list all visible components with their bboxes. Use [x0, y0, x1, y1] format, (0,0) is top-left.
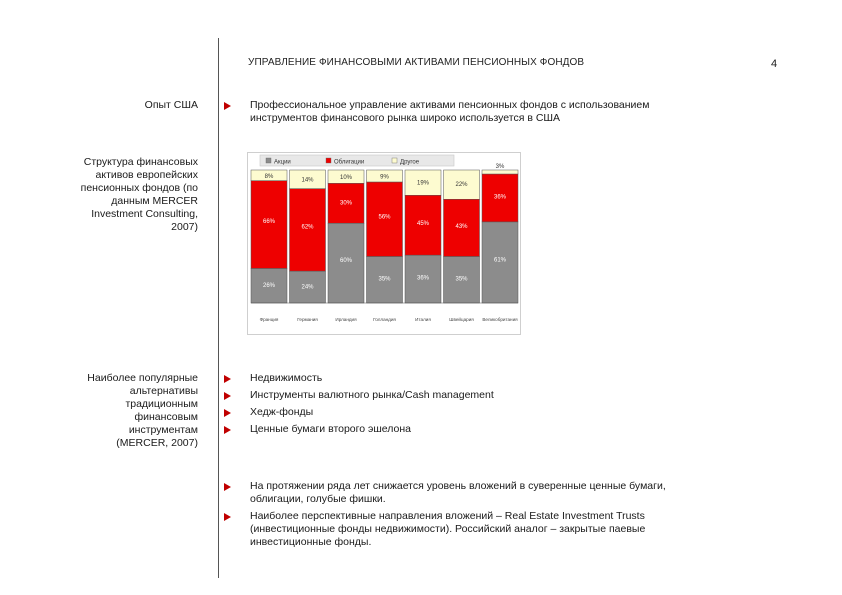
- category-label: Италия: [415, 317, 431, 322]
- usa-text: [250, 99, 649, 125]
- trend-line: инвестиционные фонды.: [250, 536, 372, 548]
- label-line: Наиболее популярные: [87, 372, 198, 384]
- category-label: Голландия: [373, 317, 396, 322]
- bullet-icon: [224, 375, 231, 383]
- data-label: 8%: [264, 173, 274, 180]
- data-label: 66%: [262, 219, 276, 226]
- category-label: Великобритания: [482, 317, 518, 322]
- alternative-item: Хедж-фонды: [250, 406, 314, 418]
- data-label: 14%: [301, 177, 314, 184]
- data-label: 36%: [416, 275, 430, 282]
- alternative-item: Недвижимость: [250, 372, 323, 384]
- vertical-divider: [218, 38, 219, 578]
- section-label-usa: Опыт США: [144, 99, 198, 111]
- bullet-icon: [224, 102, 231, 110]
- legend-swatch: [326, 158, 331, 163]
- bullet-icon: [224, 392, 231, 400]
- legend-label: Акции: [274, 159, 291, 166]
- label-line: традиционным: [125, 398, 198, 410]
- data-label: 9%: [380, 174, 389, 181]
- label-line: 2007): [171, 221, 198, 233]
- label-line: финансовым: [134, 411, 198, 423]
- data-label: 24%: [301, 284, 314, 291]
- trend-line: На протяжении ряда лет снижается уровень вложений в суверенные ценные бумаги,: [250, 480, 666, 492]
- page-number: 4: [771, 58, 778, 70]
- section-label-alternatives: [87, 372, 198, 450]
- data-label: 22%: [455, 182, 468, 189]
- label-line: инструментам: [128, 424, 198, 436]
- category-label: Швейцария: [449, 317, 474, 322]
- alternative-item: Инструменты валютного рынка/Cash management: [250, 389, 494, 401]
- bullet-icon: [224, 426, 231, 434]
- legend-swatch: [266, 158, 271, 163]
- bullet-icon: [224, 483, 231, 491]
- label-line: пенсионных фондов (по: [80, 182, 198, 194]
- trend-line: (инвестиционные фонды недвижимости). Российский аналог – закрытые паевые: [250, 523, 646, 535]
- label-line: Investment Consulting,: [91, 208, 198, 220]
- chart-svg: [248, 153, 520, 334]
- usa-text-line: инструментов финансового рынка широко используется в США: [250, 112, 561, 124]
- trend-line: облигации, голубые фишки.: [250, 493, 386, 505]
- data-label: 62%: [301, 224, 314, 231]
- asset-structure-chart: [247, 152, 521, 335]
- data-label: 45%: [416, 221, 430, 228]
- section-label-structure: [81, 156, 198, 234]
- category-label: Франция: [259, 317, 279, 322]
- legend-swatch: [392, 158, 397, 163]
- label-line: альтернативы: [129, 385, 198, 397]
- trend-item-1: [250, 480, 666, 506]
- data-label: 3%: [495, 164, 505, 170]
- bullet-icon: [224, 513, 231, 521]
- data-label: 19%: [416, 180, 430, 187]
- page-title: УПРАВЛЕНИЕ ФИНАНСОВЫМИ АКТИВАМИ ПЕНСИОННЫХ ФОНДОВ: [248, 57, 585, 68]
- data-label: 35%: [378, 276, 391, 283]
- data-label: 30%: [339, 200, 353, 207]
- trend-item-2: [250, 510, 645, 549]
- label-line: активов европейских: [95, 169, 198, 181]
- usa-text-line: Профессиональное управление активами пенсионных фондов с использованием: [250, 99, 650, 111]
- bullet-icon: [224, 409, 231, 417]
- data-label: 61%: [493, 257, 507, 264]
- data-label: 10%: [339, 174, 353, 181]
- legend-label: Облигации: [334, 159, 365, 166]
- data-label: 36%: [493, 194, 507, 201]
- label-line: (MERCER, 2007): [116, 437, 198, 449]
- label-line: Структура финансовых: [83, 156, 198, 168]
- data-label: 56%: [378, 214, 391, 221]
- data-label: 43%: [455, 223, 468, 230]
- category-label: Ирландия: [335, 317, 357, 322]
- alternative-item: Ценные бумаги второго эшелона: [250, 423, 412, 435]
- category-label: Германия: [297, 317, 318, 322]
- label-line: данным MERCER: [111, 195, 198, 207]
- legend-label: Другое: [400, 159, 420, 166]
- data-label: 60%: [339, 258, 353, 265]
- data-label: 35%: [455, 276, 468, 283]
- data-label: 26%: [262, 282, 276, 289]
- bar-segment: [482, 170, 518, 174]
- trend-line: Наиболее перспективные направления вложений – Real Estate Investment Trusts: [250, 510, 645, 522]
